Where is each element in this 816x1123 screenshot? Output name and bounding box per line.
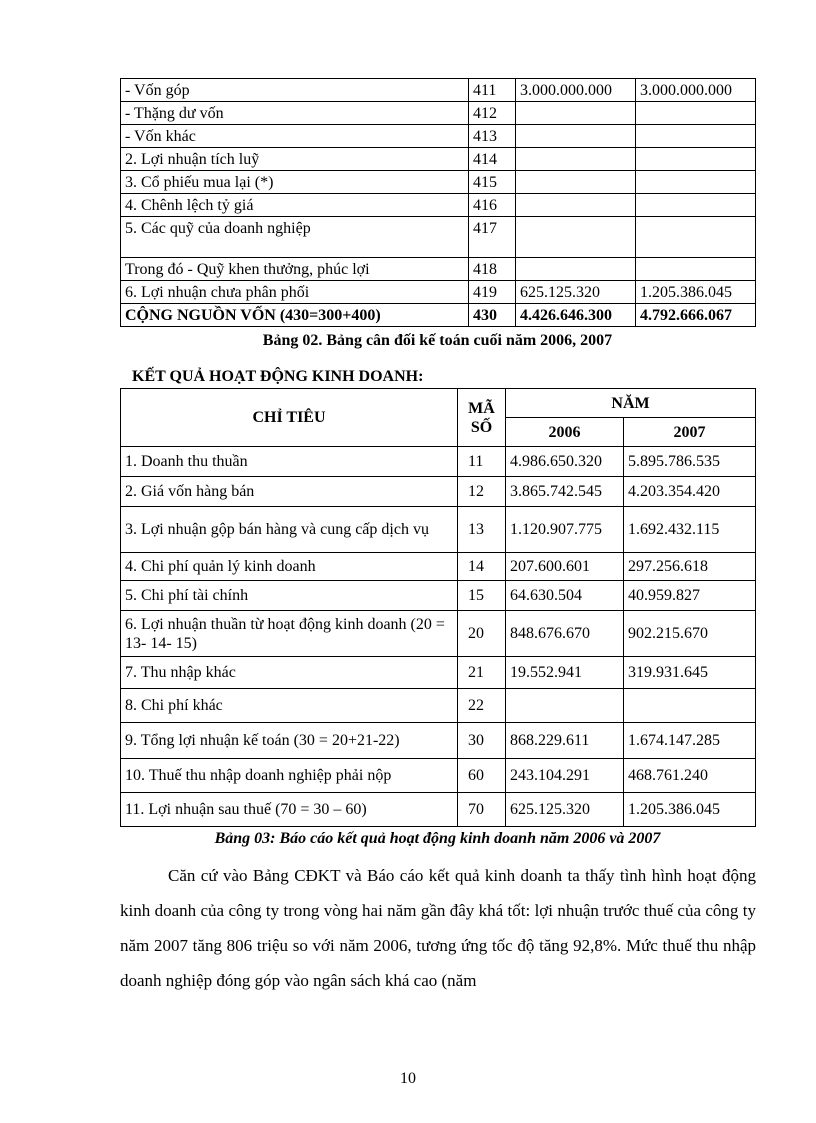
value-2007 [636,102,756,125]
table-row [121,447,756,477]
table-row [121,581,756,611]
table-row [121,759,756,793]
table-row [121,281,756,304]
page-number: 10 [400,1070,416,1087]
row-code: 14 [458,553,506,581]
header-code-line2: SỐ [470,418,493,436]
table-row [121,102,756,125]
header-2007: 2007 [624,418,756,447]
value-2006: 243.104.291 [506,759,624,793]
row-name: 2. Giá vốn hàng bán [121,477,458,507]
row-name: 1. Doanh thu thuần [121,447,458,477]
value-2007 [636,171,756,194]
header-indicator: CHỈ TIÊU [121,389,458,447]
value-2007: 319.931.645 [624,657,756,689]
value-2007 [636,125,756,148]
body-paragraph [120,858,756,998]
paragraph-text: Căn cứ vào Bảng CĐKT và Báo cáo kết quả kinh doanh ta thấy tình hình hoạt động kinh doanh của công ty trong vòng hai năm gần đây khá tốt: lợi nhuận trước thuế của công ty năm 2007 tăng 806 triệu so với năm 2006, tương ứng tốc độ tăng 92,8%. Mức thuế thu nhập doanh nghiệp đóng góp vào ngân sách khá cao (năm [120,866,756,990]
value-2007: 40.959.827 [624,581,756,611]
value-2006 [516,217,636,258]
row-code: 430 [469,304,516,327]
row-code: 21 [458,657,506,689]
header-2006: 2006 [506,418,624,447]
value-2006 [516,102,636,125]
value-2006: 3.000.000.000 [516,79,636,102]
value-2006 [516,171,636,194]
value-2006: 19.552.941 [506,657,624,689]
value-2007 [636,148,756,171]
row-code: 417 [469,217,516,258]
row-name: 10. Thuế thu nhập doanh nghiệp phải nộp [121,759,458,793]
row-code: 30 [458,723,506,759]
section-title: KẾT QUẢ HOẠT ĐỘNG KINH DOANH: [132,368,424,385]
value-2007: 1.205.386.045 [624,793,756,827]
row-code: 70 [458,793,506,827]
row-name: - Vốn khác [121,125,469,148]
row-name: - Vốn góp [121,79,469,102]
row-code: 419 [469,281,516,304]
value-2007: 4.792.666.067 [636,304,756,327]
row-name: 4. Chi phí quản lý kinh doanh [121,553,458,581]
header-code [458,389,506,447]
row-code: 15 [458,581,506,611]
value-2006: 625.125.320 [506,793,624,827]
table-caption: Bảng 03: Báo cáo kết quả hoạt động kinh doanh năm 2006 và 2007 [214,830,661,847]
value-2007: 1.692.432.115 [624,507,756,553]
table-row [121,723,756,759]
row-code: 413 [469,125,516,148]
row-name: 5. Các quỹ của doanh nghiệp [121,217,469,258]
row-name: 6. Lợi nhuận chưa phân phối [121,281,469,304]
value-2007: 1.674.147.285 [624,723,756,759]
row-code: 418 [469,258,516,281]
table-row [121,79,756,102]
value-2006 [516,148,636,171]
table-row [121,611,756,657]
row-code: 13 [458,507,506,553]
row-code: 60 [458,759,506,793]
row-code: 415 [469,171,516,194]
value-2006: 64.630.504 [506,581,624,611]
row-code: 412 [469,102,516,125]
income-statement-table [120,388,756,827]
table-row [121,171,756,194]
value-2007: 297.256.618 [624,553,756,581]
table-caption: Bảng 02. Bảng cân đối kế toán cuối năm 2006, 2007 [262,332,613,349]
table-row [121,194,756,217]
value-2006 [516,194,636,217]
table-row [121,553,756,581]
row-name: 11. Lợi nhuận sau thuế (70 = 30 – 60) [121,793,458,827]
row-code: 22 [458,689,506,723]
total-row [121,304,756,327]
table-row [121,793,756,827]
value-2006: 1.120.907.775 [506,507,624,553]
row-name: Trong đó - Quỹ khen thưởng, phúc lợi [121,258,469,281]
value-2007: 1.205.386.045 [636,281,756,304]
value-2006: 868.229.611 [506,723,624,759]
table-row [121,477,756,507]
row-name: 9. Tổng lợi nhuận kế toán (30 = 20+21-22) [121,723,458,759]
row-name: 2. Lợi nhuận tích luỹ [121,148,469,171]
row-code: 20 [458,611,506,657]
row-name: 3. Lợi nhuận gộp bán hàng và cung cấp dịch vụ [121,507,458,553]
value-2006: 4.426.646.300 [516,304,636,327]
table-row [121,217,756,258]
value-2007: 468.761.240 [624,759,756,793]
table-row [121,507,756,553]
header-code-line1: MÃ [468,399,495,417]
row-name: 8. Chi phí khác [121,689,458,723]
row-name: CỘNG NGUỒN VỐN (430=300+400) [121,304,469,327]
value-2006: 625.125.320 [516,281,636,304]
row-code: 12 [458,477,506,507]
row-code: 414 [469,148,516,171]
value-2006 [506,689,624,723]
row-code: 411 [469,79,516,102]
value-2007: 5.895.786.535 [624,447,756,477]
row-name: 7. Thu nhập khác [121,657,458,689]
header-year: NĂM [506,389,756,418]
value-2006 [516,258,636,281]
table-row [121,258,756,281]
value-2007 [636,217,756,258]
row-code: 416 [469,194,516,217]
value-2006: 4.986.650.320 [506,447,624,477]
header-row [121,389,756,418]
row-name: - Thặng dư vốn [121,102,469,125]
table-row [121,689,756,723]
value-2007: 902.215.670 [624,611,756,657]
row-name: 4. Chênh lệch tỷ giá [121,194,469,217]
value-2006: 207.600.601 [506,553,624,581]
value-2006: 848.676.670 [506,611,624,657]
table-row [121,657,756,689]
row-name: 5. Chi phí tài chính [121,581,458,611]
value-2006 [516,125,636,148]
row-name: 6. Lợi nhuận thuần từ hoạt động kinh doanh (20 = 13- 14- 15) [121,611,458,657]
table-row [121,125,756,148]
value-2007 [624,689,756,723]
value-2007 [636,194,756,217]
balance-sheet-table [120,78,756,327]
value-2006: 3.865.742.545 [506,477,624,507]
row-name: 3. Cổ phiếu mua lại (*) [121,171,469,194]
value-2007: 4.203.354.420 [624,477,756,507]
value-2007 [636,258,756,281]
value-2007: 3.000.000.000 [636,79,756,102]
table-row [121,148,756,171]
row-code: 11 [458,447,506,477]
